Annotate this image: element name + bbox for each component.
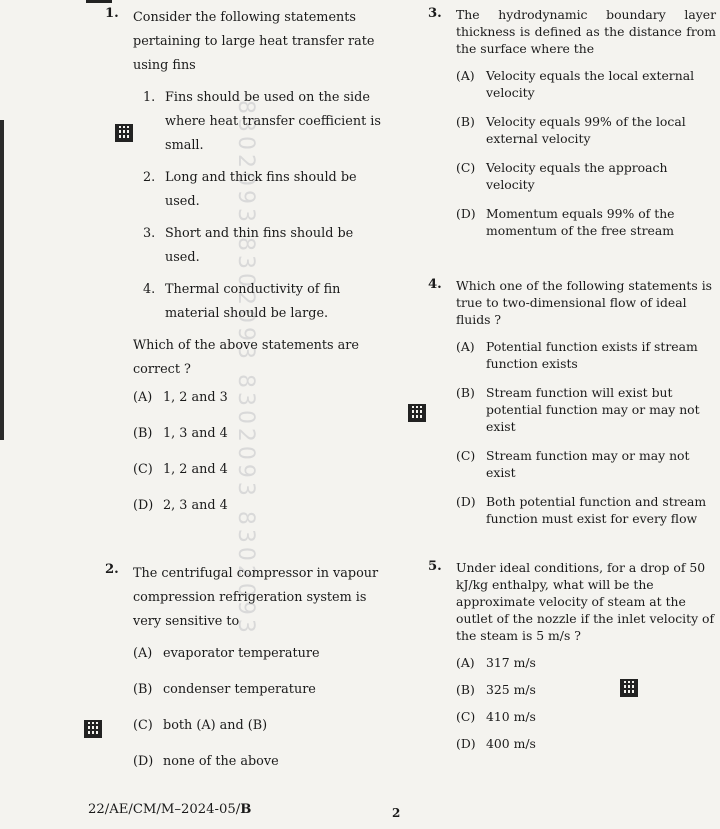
option-a[interactable]: (A) Velocity equals the local external velocity	[456, 68, 695, 100]
question-number: 5.	[428, 559, 442, 574]
paper-code: 22/AE/CM/M–2024-05/B	[88, 802, 252, 817]
question-number: 2.	[105, 562, 119, 577]
option-b[interactable]: (B) Velocity equals 99% of the local external velocity	[456, 114, 686, 146]
option-a[interactable]: (A) Potential function exists if stream function exists	[456, 339, 698, 371]
option-d[interactable]: (D) Both potential function and stream function must exist for every flow	[456, 494, 707, 526]
watermark: 8302093 8302093 8302093 8302093	[233, 100, 258, 637]
statement: 4. Thermal conductivity of fin material should be large.	[143, 282, 341, 321]
question-text: Which one of the following statements is true to two-dimensional flow of ideal fluids ?	[456, 278, 713, 327]
scan-edge	[0, 120, 4, 440]
option-b[interactable]: (B) 325 m/s	[456, 682, 536, 697]
option-b[interactable]: (B) Stream function will exist but potential function may or may not exist	[456, 385, 700, 434]
option-c[interactable]: (C) 1, 2 and 4	[133, 462, 228, 477]
option-c[interactable]: (C) 410 m/s	[456, 709, 536, 724]
statement: 3. Short and thin fins should be used.	[143, 226, 354, 265]
statement: 1. Fins should be used on the side where heat transfer coefficient is small.	[143, 90, 381, 153]
question-text: The centrifugal compressor in vapour compression refrigeration system is very sensitive to	[133, 566, 379, 629]
qr-code-icon	[115, 124, 133, 142]
option-d[interactable]: (D) 2, 3 and 4	[133, 498, 228, 513]
question-number: 4.	[428, 277, 442, 292]
question-text: Consider the following statements pertaining to large heat transfer rate using fins	[133, 10, 375, 73]
option-b[interactable]: (B) 1, 3 and 4	[133, 426, 228, 441]
left-column	[105, 6, 395, 774]
option-d[interactable]: (D) 400 m/s	[456, 736, 536, 751]
option-c[interactable]: (C) Stream function may or may not exist	[456, 448, 690, 480]
question-2	[105, 562, 395, 774]
question-number: 3.	[428, 6, 442, 21]
option-b[interactable]: (B) condenser temperature	[133, 682, 316, 697]
option-d[interactable]: (D) Momentum equals 99% of the momentum of the free stream	[456, 206, 675, 238]
option-c[interactable]: (C) both (A) and (B)	[133, 718, 268, 733]
option-c[interactable]: (C) Velocity equals the approach velocity	[456, 160, 668, 192]
option-a[interactable]: (A) 317 m/s	[456, 655, 536, 670]
question-text: The hydrodynamic boundary layer thickness is defined as the distance from the surface where the	[456, 7, 716, 56]
question-text: Under ideal conditions, for a drop of 50 kJ/kg enthalpy, what will be the approximate velocity of steam at the outlet of the nozzle if the inlet velocity of the steam is 5 m/s ?	[456, 560, 715, 643]
option-a[interactable]: (A) evaporator temperature	[133, 646, 320, 661]
question-4	[428, 277, 716, 527]
page-number: 2	[392, 806, 401, 820]
question-prompt: Which of the above statements are correct ?	[133, 338, 359, 377]
question-5	[428, 559, 716, 752]
statement: 2. Long and thick fins should be used.	[143, 170, 357, 209]
option-a[interactable]: (A) 1, 2 and 3	[133, 390, 228, 405]
qr-code-icon	[408, 404, 426, 422]
right-column	[428, 6, 716, 752]
question-1	[105, 6, 395, 518]
top-mark	[86, 0, 112, 3]
qr-code-icon	[84, 720, 102, 738]
question-3	[428, 6, 716, 239]
question-number: 1.	[105, 6, 119, 21]
option-d[interactable]: (D) none of the above	[133, 754, 279, 769]
